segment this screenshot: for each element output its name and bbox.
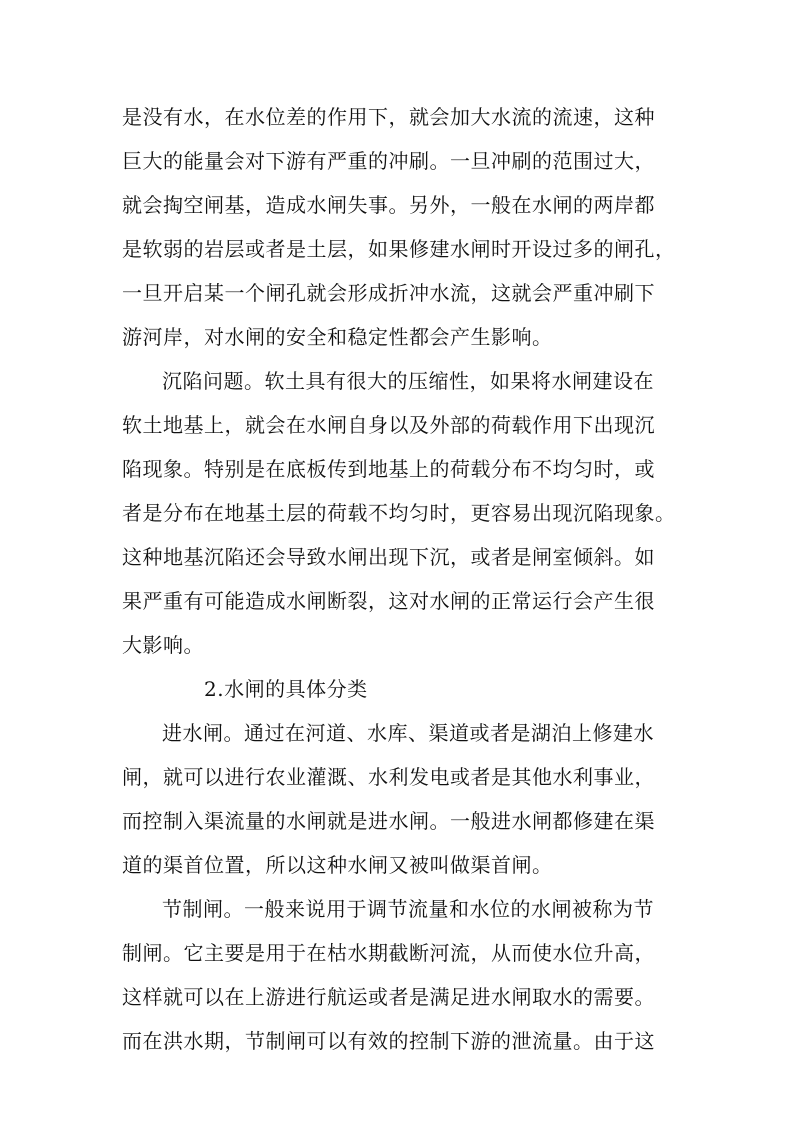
text-line: 游河岸，对水闸的安全和稳定性都会产生影响。 [122, 325, 553, 349]
text-line: 而在洪水期，节制闸可以有效的控制下游的泄流量。由于这 [122, 1029, 655, 1053]
text-line: 一旦开启某一个闸孔就会形成折冲水流，这就会严重冲刷下 [122, 281, 655, 305]
text-line: 者是分布在地基土层的荷载不均匀时，更容易出现沉陷现象。 [122, 501, 676, 525]
text-line: 陷现象。特别是在底板传到地基上的荷载分布不均匀时，或 [122, 457, 655, 481]
text-line: 道的渠首位置，所以这种水闸又被叫做渠首闸。 [122, 853, 553, 877]
text-line: 闸，就可以进行农业灌溉、水利发电或者是其他水利事业， [122, 765, 655, 789]
text-line: 而控制入渠流量的水闸就是进水闸。一般进水闸都修建在渠 [122, 809, 655, 833]
text-line: 制闸。它主要是用于在枯水期截断河流，从而使水位升高， [122, 941, 655, 965]
text-line: 这种地基沉陷还会导致水闸出现下沉，或者是闸室倾斜。如 [122, 545, 655, 569]
paragraph-start-line: 进水闸。通过在河道、水库、渠道或者是湖泊上修建水 [162, 721, 654, 745]
text-line: 大影响。 [122, 633, 204, 657]
section-heading: 2.水闸的具体分类 [204, 677, 368, 701]
text-line: 是没有水，在水位差的作用下，就会加大水流的流速，这种 [122, 105, 655, 129]
text-line: 果严重有可能造成水闸断裂，这对水闸的正常运行会产生很 [122, 589, 655, 613]
paragraph-start-line: 沉陷问题。软土具有很大的压缩性，如果将水闸建设在 [162, 369, 654, 393]
text-line: 这样就可以在上游进行航运或者是满足进水闸取水的需要。 [122, 985, 655, 1009]
text-line: 巨大的能量会对下游有严重的冲刷。一旦冲刷的范围过大， [122, 149, 655, 173]
paragraph-start-line: 节制闸。一般来说用于调节流量和水位的水闸被称为节 [162, 897, 654, 921]
text-line: 是软弱的岩层或者是土层，如果修建水闸时开设过多的闸孔， [122, 237, 676, 261]
text-line: 就会掏空闸基，造成水闸失事。另外，一般在水闸的两岸都 [122, 193, 655, 217]
text-line: 软土地基上，就会在水闸自身以及外部的荷载作用下出现沉 [122, 413, 655, 437]
